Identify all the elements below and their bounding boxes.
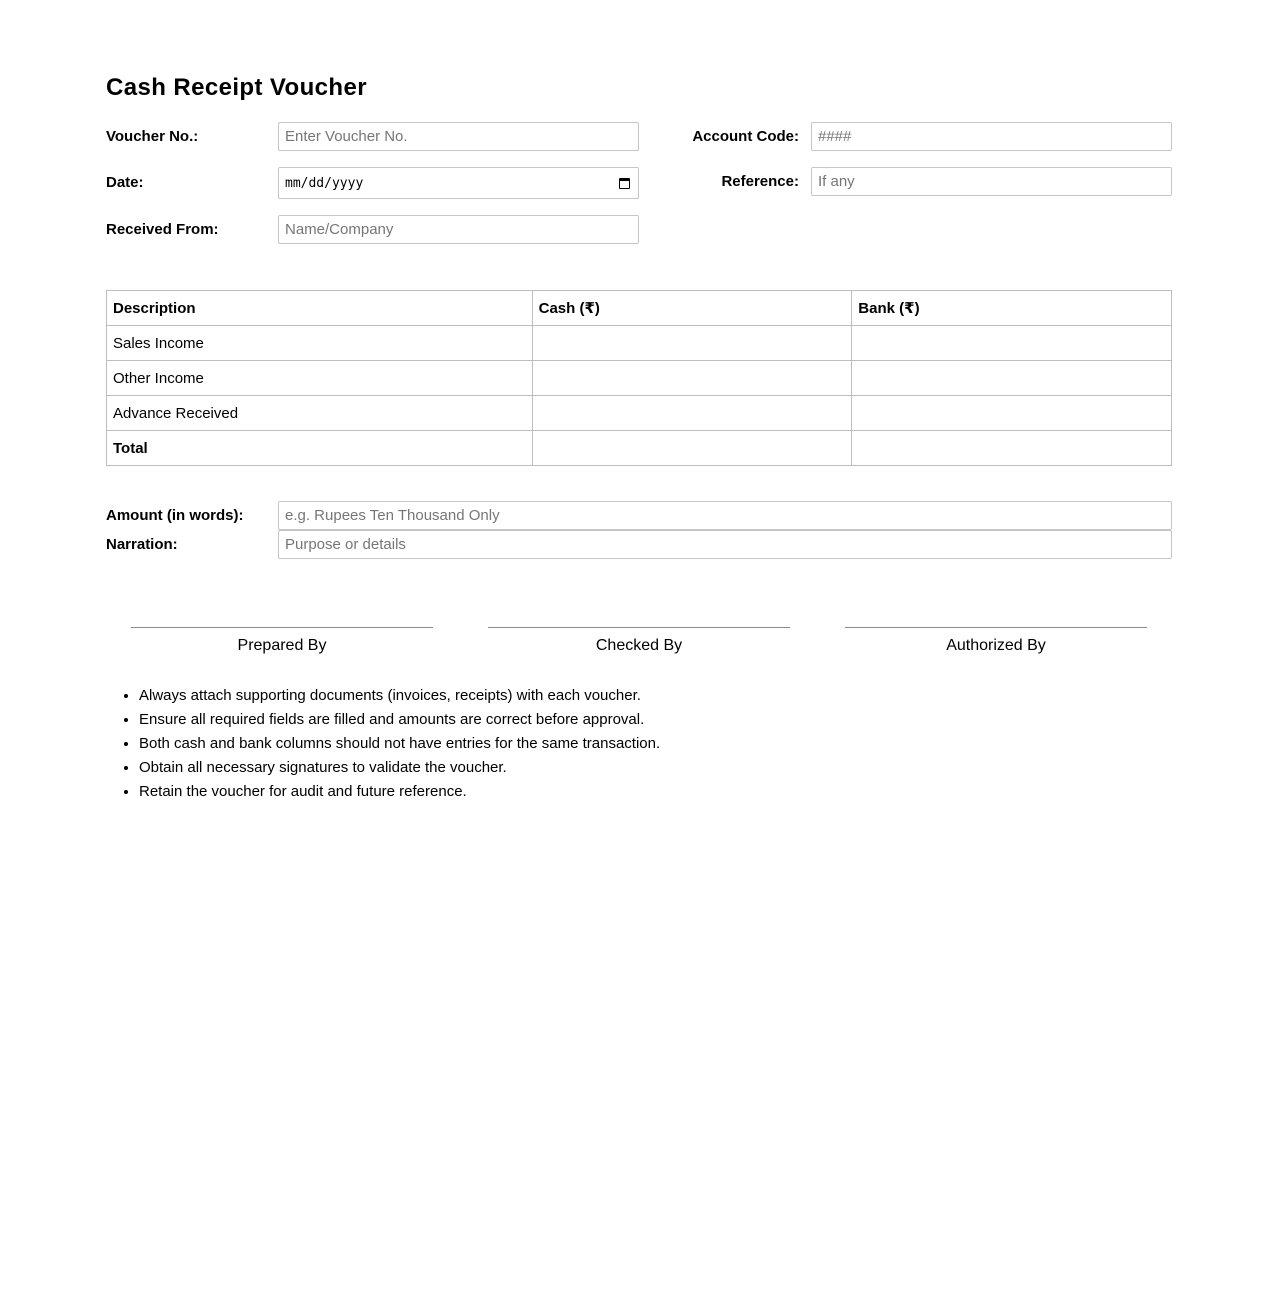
- narration-input[interactable]: [278, 530, 1172, 559]
- total-bank-cell[interactable]: [852, 431, 1172, 466]
- amount-words-input[interactable]: [278, 501, 1172, 530]
- received-from-label: Received From:: [106, 221, 219, 238]
- account-code-input[interactable]: [811, 122, 1172, 151]
- row-cash-cell[interactable]: [532, 396, 852, 431]
- row-bank-cell[interactable]: [852, 326, 1172, 361]
- calendar-icon[interactable]: [619, 178, 630, 189]
- voucher-no-label: Voucher No.:: [106, 128, 199, 145]
- column-header-bank: Bank (₹): [852, 291, 1172, 326]
- signature-checked-by: [488, 627, 790, 656]
- page-title: Cash Receipt Voucher: [106, 74, 367, 101]
- total-cash-cell[interactable]: [532, 431, 852, 466]
- table-total-row: [107, 431, 1172, 466]
- column-header-description: Description: [107, 291, 533, 326]
- row-cash-cell[interactable]: [532, 361, 852, 396]
- date-label: Date:: [106, 174, 144, 191]
- row-description: Sales Income: [107, 326, 533, 361]
- table-row: [107, 361, 1172, 396]
- signature-authorized-by: [845, 627, 1147, 656]
- row-bank-cell[interactable]: [852, 361, 1172, 396]
- signature-prepared-by: [131, 627, 433, 656]
- voucher-table: [106, 290, 1172, 466]
- instructions-list: [106, 684, 660, 804]
- list-item: • Both cash and bank columns should not have entries for the same transaction.: [139, 732, 660, 756]
- signature-line: [488, 627, 790, 628]
- table-row: [107, 326, 1172, 361]
- signature-label: Prepared By: [237, 637, 327, 654]
- column-header-cash: Cash (₹): [532, 291, 852, 326]
- list-item: • Ensure all required fields are filled and amounts are correct before approval.: [139, 708, 660, 732]
- signature-label: Authorized By: [946, 637, 1046, 654]
- row-bank-cell[interactable]: [852, 396, 1172, 431]
- list-item: • Always attach supporting documents (invoices, receipts) with each voucher.: [139, 684, 660, 708]
- signature-line: [845, 627, 1147, 628]
- row-cash-cell[interactable]: [532, 326, 852, 361]
- date-placeholder: mm/dd/yyyy: [285, 175, 364, 191]
- reference-input[interactable]: [811, 167, 1172, 196]
- signature-label: Checked By: [595, 637, 683, 654]
- total-label: Total: [107, 431, 533, 466]
- received-from-input[interactable]: [278, 215, 639, 244]
- signature-line: [131, 627, 433, 628]
- row-description: Other Income: [107, 361, 533, 396]
- amount-words-label: Amount (in words):: [106, 507, 244, 524]
- voucher-no-input[interactable]: [278, 122, 639, 151]
- table-header-row: [107, 291, 1172, 326]
- reference-label: Reference:: [721, 173, 799, 190]
- table-row: [107, 396, 1172, 431]
- row-description: Advance Received: [107, 396, 533, 431]
- account-code-label: Account Code:: [692, 128, 799, 145]
- list-item: • Obtain all necessary signatures to validate the voucher.: [139, 756, 660, 780]
- list-item: • Retain the voucher for audit and future reference.: [139, 780, 660, 804]
- narration-label: Narration:: [106, 536, 178, 553]
- date-input[interactable]: [278, 167, 639, 199]
